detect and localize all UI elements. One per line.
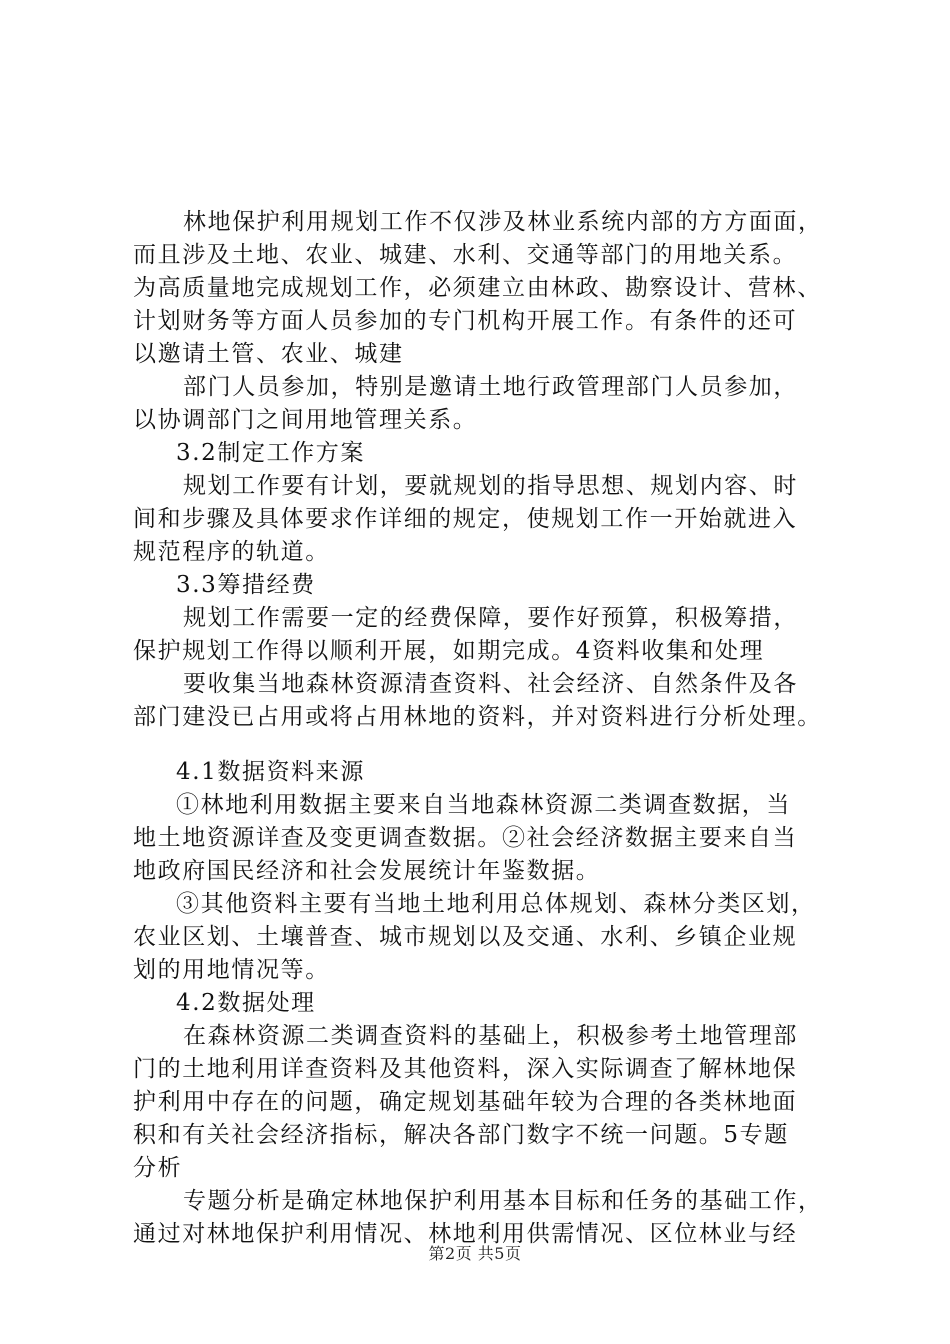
page-number: 第2页 共5页 (428, 1244, 522, 1263)
text-line: 地土地资源详查及变更调查数据。②社会经济数据主要来自当 (133, 825, 798, 851)
text-line: 门的土地利用详查资料及其他资料，深入实际调查了解林地保 (133, 1056, 798, 1082)
text-line: 以邀请土管、农业、城建 (133, 341, 404, 367)
text-line: 而且涉及土地、农业、城建、水利、交通等部门的用地关系。 (133, 242, 798, 268)
section-heading: 3.3筹措经费 (176, 572, 316, 598)
section-heading: 4.1数据资料来源 (176, 759, 365, 785)
text-line: 通过对林地保护利用情况、林地利用供需情况、区位林业与经 (133, 1221, 798, 1247)
text-line: 为高质量地完成规划工作，必须建立由林政、勘察设计、营林、 (133, 275, 822, 301)
text-line: 保护规划工作得以顺利开展，如期完成。4资料收集和处理 (133, 638, 765, 664)
text-line: 计划财务等方面人员参加的专门机构开展工作。有条件的还可 (133, 308, 798, 334)
text-line: 积和有关社会经济指标，解决各部门数字不统一问题。5专题 (133, 1122, 789, 1148)
text-line: 规范程序的轨道。 (133, 539, 330, 565)
text-line: 间和步骤及具体要求作详细的规定，使规划工作一开始就进入 (133, 506, 798, 532)
text-line: 以协调部门之间用地管理关系。 (133, 407, 478, 433)
text-line: 规划工作需要一定的经费保障，要作好预算，积极筹措， (183, 605, 798, 631)
text-line: 地政府国民经济和社会发展统计年鉴数据。 (133, 858, 601, 884)
text-line: 专题分析是确定林地保护利用基本目标和任务的基础工作， (183, 1188, 823, 1214)
text-line: 护利用中存在的问题，确定规划基础年较为合理的各类林地面 (133, 1089, 798, 1115)
text-line: ③其他资料主要有当地土地利用总体规划、森林分类区划， (176, 891, 816, 917)
text-line: 林地保护利用规划工作不仅涉及林业系统内部的方方面面， (183, 209, 823, 235)
text-line: 部门人员参加，特别是邀请土地行政管理部门人员参加， (183, 374, 798, 400)
text-line: 分析 (133, 1155, 183, 1181)
section-heading: 3.2制定工作方案 (176, 440, 365, 466)
text-line: 划的用地情况等。 (133, 957, 330, 983)
text-line: ①林地利用数据主要来自当地森林资源二类调查数据，当 (176, 792, 791, 818)
text-line: 规划工作要有计划，要就规划的指导思想、规划内容、时 (183, 473, 798, 499)
text-line: 农业区划、土壤普查、城市规划以及交通、水利、乡镇企业规 (133, 924, 798, 950)
text-line: 要收集当地森林资源清查资料、社会经济、自然条件及各 (183, 671, 798, 697)
text-line: 在森林资源二类调查资料的基础上，积极参考土地管理部 (183, 1023, 798, 1049)
text-line: 部门建没已占用或将占用林地的资料，并对资料进行分析处理。 (133, 704, 822, 730)
section-heading: 4.2数据处理 (176, 990, 316, 1016)
